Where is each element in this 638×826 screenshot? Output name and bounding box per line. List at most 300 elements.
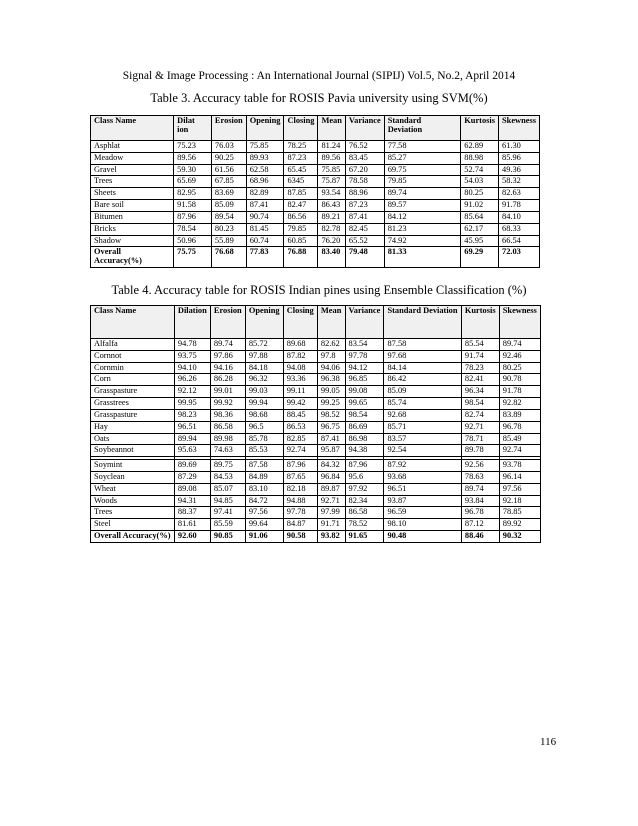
table3-column-header: Closing bbox=[284, 116, 318, 141]
table3-column-header: Class Name bbox=[91, 116, 174, 141]
value-cell: 96.34 bbox=[461, 386, 499, 398]
value-cell: 89.69 bbox=[174, 460, 210, 472]
value-cell: 84.18 bbox=[245, 362, 283, 374]
table4-row bbox=[91, 445, 541, 457]
value-cell: 81.23 bbox=[384, 223, 461, 235]
class-name-cell: Grasstrees bbox=[91, 398, 175, 410]
value-cell: 96.26 bbox=[174, 374, 210, 386]
class-name-cell: Cornmin bbox=[91, 362, 175, 374]
value-cell: 78.52 bbox=[345, 519, 384, 531]
value-cell: 89.74 bbox=[384, 188, 461, 200]
value-cell: 87.96 bbox=[345, 460, 384, 472]
value-cell: 58.32 bbox=[499, 176, 540, 188]
value-cell: 85.49 bbox=[499, 433, 540, 445]
table4-column-header: Closing bbox=[283, 306, 317, 339]
value-cell: 84.87 bbox=[283, 519, 317, 531]
value-cell: 94.31 bbox=[174, 495, 210, 507]
value-cell: 81.61 bbox=[174, 519, 210, 531]
table4-row bbox=[91, 362, 541, 374]
table4-body bbox=[91, 339, 541, 543]
value-cell: 91.71 bbox=[317, 519, 345, 531]
class-name-cell: Bitumen bbox=[91, 211, 174, 223]
value-cell: 80.23 bbox=[211, 223, 246, 235]
value-cell: 94.12 bbox=[345, 362, 384, 374]
value-cell: 83.45 bbox=[345, 152, 384, 164]
table4-column-header: Variance bbox=[345, 306, 384, 339]
value-cell: 85.71 bbox=[384, 421, 461, 433]
value-cell: 91.78 bbox=[499, 386, 540, 398]
value-cell: 69.75 bbox=[384, 164, 461, 176]
value-cell: 97.78 bbox=[345, 350, 384, 362]
value-cell: 49.36 bbox=[499, 164, 540, 176]
value-cell: 78.63 bbox=[461, 471, 499, 483]
class-name-cell: Meadow bbox=[91, 152, 174, 164]
value-cell: 84.53 bbox=[210, 471, 245, 483]
table4-column-header: Standard Deviation bbox=[384, 306, 461, 339]
value-cell: 93.36 bbox=[283, 374, 317, 386]
value-cell: 76.03 bbox=[211, 141, 246, 153]
value-cell: 82.34 bbox=[345, 495, 384, 507]
class-name-cell: Grasspasture bbox=[91, 409, 175, 421]
value-cell: 92.74 bbox=[283, 445, 317, 457]
value-cell: 83.69 bbox=[211, 188, 246, 200]
value-cell: 79.85 bbox=[384, 176, 461, 188]
value-cell: 54.03 bbox=[461, 176, 499, 188]
table3-row bbox=[91, 211, 540, 223]
value-cell: 92.68 bbox=[384, 409, 461, 421]
value-cell: 87.23 bbox=[345, 200, 384, 212]
value-cell: 99.42 bbox=[283, 398, 317, 410]
value-cell: 89.08 bbox=[174, 483, 210, 495]
value-cell: 91.06 bbox=[245, 531, 283, 543]
table3-column-header: Mean bbox=[318, 116, 345, 141]
value-cell: 99.64 bbox=[245, 519, 283, 531]
value-cell: 85.59 bbox=[210, 519, 245, 531]
class-name-cell: Wheat bbox=[91, 483, 175, 495]
table3-row bbox=[91, 176, 540, 188]
table3-header-row bbox=[91, 116, 540, 141]
value-cell: 75.85 bbox=[318, 164, 345, 176]
value-cell: 86.58 bbox=[345, 507, 384, 519]
value-cell: 99.05 bbox=[317, 386, 345, 398]
class-name-cell: Bricks bbox=[91, 223, 174, 235]
value-cell: 92.18 bbox=[499, 495, 540, 507]
value-cell: 89.21 bbox=[318, 211, 345, 223]
table4-caption: Table 4. Accuracy table for ROSIS Indian pines using Ensemble Classification (%) bbox=[111, 283, 527, 297]
value-cell: 91.74 bbox=[461, 350, 499, 362]
value-cell: 74.63 bbox=[210, 445, 245, 457]
value-cell: 97.41 bbox=[210, 507, 245, 519]
value-cell: 91.02 bbox=[461, 200, 499, 212]
value-cell: 88.46 bbox=[461, 531, 499, 543]
value-cell: 87.29 bbox=[174, 471, 210, 483]
class-name-cell: Overall Accuracy(%) bbox=[91, 531, 175, 543]
value-cell: 52.74 bbox=[461, 164, 499, 176]
table3-total-row bbox=[91, 247, 540, 268]
value-cell: 85.53 bbox=[245, 445, 283, 457]
value-cell: 84.14 bbox=[384, 362, 461, 374]
value-cell: 89.93 bbox=[246, 152, 284, 164]
value-cell: 87.41 bbox=[345, 211, 384, 223]
value-cell: 83.40 bbox=[318, 247, 345, 268]
value-cell: 86.43 bbox=[318, 200, 345, 212]
value-cell: 93.54 bbox=[318, 188, 345, 200]
value-cell: 99.92 bbox=[210, 398, 245, 410]
table3-row bbox=[91, 235, 540, 247]
class-name-cell: Cornnot bbox=[91, 350, 175, 362]
table4-column-header: Class Name bbox=[91, 306, 175, 339]
table3-row bbox=[91, 223, 540, 235]
value-cell: 82.85 bbox=[283, 433, 317, 445]
value-cell: 92.46 bbox=[499, 350, 540, 362]
class-name-cell: Asphlat bbox=[91, 141, 174, 153]
class-name-cell: Trees bbox=[91, 176, 174, 188]
value-cell: 96.38 bbox=[317, 374, 345, 386]
table3-column-header: Erosion bbox=[211, 116, 246, 141]
table4-row bbox=[91, 483, 541, 495]
value-cell: 93.75 bbox=[174, 350, 210, 362]
value-cell: 97.56 bbox=[245, 507, 283, 519]
table4-column-header: Opening bbox=[245, 306, 283, 339]
value-cell: 96.51 bbox=[384, 483, 461, 495]
value-cell: 60.74 bbox=[246, 235, 284, 247]
value-cell: 95.63 bbox=[174, 445, 210, 457]
value-cell: 99.94 bbox=[245, 398, 283, 410]
value-cell: 91.78 bbox=[499, 200, 540, 212]
page-number: 116 bbox=[540, 736, 557, 748]
value-cell: 65.45 bbox=[284, 164, 318, 176]
table3-column-header: Standard Deviation bbox=[384, 116, 461, 141]
value-cell: 94.85 bbox=[210, 495, 245, 507]
class-name-cell: Trees bbox=[91, 507, 175, 519]
value-cell: 89.54 bbox=[211, 211, 246, 223]
value-cell: 94.88 bbox=[283, 495, 317, 507]
value-cell: 94.16 bbox=[210, 362, 245, 374]
value-cell: 95.6 bbox=[345, 471, 384, 483]
value-cell: 45.95 bbox=[461, 235, 499, 247]
value-cell: 92.71 bbox=[317, 495, 345, 507]
value-cell: 74.92 bbox=[384, 235, 461, 247]
value-cell: 82.62 bbox=[317, 339, 345, 351]
value-cell: 97.99 bbox=[317, 507, 345, 519]
value-cell: 84.89 bbox=[245, 471, 283, 483]
value-cell: 88.98 bbox=[461, 152, 499, 164]
value-cell: 94.08 bbox=[283, 362, 317, 374]
value-cell: 82.18 bbox=[283, 483, 317, 495]
value-cell: 85.64 bbox=[461, 211, 499, 223]
table3-column-header: Kurtosis bbox=[461, 116, 499, 141]
value-cell: 92.56 bbox=[461, 460, 499, 472]
value-cell: 67.85 bbox=[211, 176, 246, 188]
value-cell: 82.63 bbox=[499, 188, 540, 200]
table3 bbox=[90, 115, 540, 268]
value-cell: 87.65 bbox=[283, 471, 317, 483]
value-cell: 82.78 bbox=[318, 223, 345, 235]
value-cell: 85.74 bbox=[384, 398, 461, 410]
value-cell: 86.98 bbox=[345, 433, 384, 445]
value-cell: 87.41 bbox=[317, 433, 345, 445]
value-cell: 99.03 bbox=[245, 386, 283, 398]
value-cell: 68.96 bbox=[246, 176, 284, 188]
value-cell: 62.89 bbox=[461, 141, 499, 153]
table4-column-header: Erosion bbox=[210, 306, 245, 339]
value-cell: 97.56 bbox=[499, 483, 540, 495]
table4-row bbox=[91, 421, 541, 433]
journal-header: Signal & Image Processing : An International Journal (SIPIJ) Vol.5, No.2, April 2014 bbox=[122, 70, 516, 82]
class-name-cell: Steel bbox=[91, 519, 175, 531]
value-cell: 98.23 bbox=[174, 409, 210, 421]
table3-column-header: Opening bbox=[246, 116, 284, 141]
value-cell: 67.20 bbox=[345, 164, 384, 176]
value-cell: 94.78 bbox=[174, 339, 210, 351]
value-cell: 99.11 bbox=[283, 386, 317, 398]
value-cell: 90.78 bbox=[499, 374, 540, 386]
class-name-cell: Soyclean bbox=[91, 471, 175, 483]
value-cell: 83.10 bbox=[245, 483, 283, 495]
value-cell: 83.54 bbox=[345, 339, 384, 351]
value-cell: 90.48 bbox=[384, 531, 461, 543]
value-cell: 88.37 bbox=[174, 507, 210, 519]
value-cell: 90.74 bbox=[246, 211, 284, 223]
table3-column-header: Variance bbox=[345, 116, 384, 141]
value-cell: 93.84 bbox=[461, 495, 499, 507]
value-cell: 93.87 bbox=[384, 495, 461, 507]
value-cell: 99.65 bbox=[345, 398, 384, 410]
value-cell: 87.23 bbox=[284, 152, 318, 164]
value-cell: 85.96 bbox=[499, 152, 540, 164]
table4-row bbox=[91, 374, 541, 386]
value-cell: 97.78 bbox=[283, 507, 317, 519]
value-cell: 86.42 bbox=[384, 374, 461, 386]
value-cell: 92.12 bbox=[174, 386, 210, 398]
value-cell: 90.32 bbox=[499, 531, 540, 543]
value-cell: 96.75 bbox=[317, 421, 345, 433]
value-cell: 92.54 bbox=[384, 445, 461, 457]
class-name-cell: Corn bbox=[91, 374, 175, 386]
table3-caption: Table 3. Accuracy table for ROSIS Pavia university using SVM(%) bbox=[150, 91, 488, 105]
value-cell: 99.95 bbox=[174, 398, 210, 410]
value-cell: 96.59 bbox=[384, 507, 461, 519]
value-cell: 93.82 bbox=[317, 531, 345, 543]
value-cell: 78.54 bbox=[174, 223, 212, 235]
value-cell: 97.92 bbox=[345, 483, 384, 495]
value-cell: 82.89 bbox=[246, 188, 284, 200]
value-cell: 85.27 bbox=[384, 152, 461, 164]
value-cell: 62.58 bbox=[246, 164, 284, 176]
value-cell: 86.69 bbox=[345, 421, 384, 433]
value-cell: 50.96 bbox=[174, 235, 212, 247]
table4-row bbox=[91, 471, 541, 483]
table4-column-header: Mean bbox=[317, 306, 345, 339]
value-cell: 69.29 bbox=[461, 247, 499, 268]
value-cell: 89.56 bbox=[318, 152, 345, 164]
value-cell: 90.25 bbox=[211, 152, 246, 164]
value-cell: 92.74 bbox=[499, 445, 540, 457]
table4-row bbox=[91, 339, 541, 351]
value-cell: 75.23 bbox=[174, 141, 212, 153]
value-cell: 93.78 bbox=[499, 460, 540, 472]
class-name-cell: Woods bbox=[91, 495, 175, 507]
value-cell: 89.74 bbox=[210, 339, 245, 351]
class-name-cell: Sheets bbox=[91, 188, 174, 200]
value-cell: 79.48 bbox=[345, 247, 384, 268]
value-cell: 97.68 bbox=[384, 350, 461, 362]
value-cell: 98.36 bbox=[210, 409, 245, 421]
value-cell: 80.25 bbox=[499, 362, 540, 374]
table4-row bbox=[91, 350, 541, 362]
value-cell: 84.10 bbox=[499, 211, 540, 223]
value-cell: 87.96 bbox=[283, 460, 317, 472]
value-cell: 93.68 bbox=[384, 471, 461, 483]
value-cell: 89.57 bbox=[384, 200, 461, 212]
value-cell: 86.56 bbox=[284, 211, 318, 223]
value-cell: 89.56 bbox=[174, 152, 212, 164]
value-cell: 96.51 bbox=[174, 421, 210, 433]
value-cell: 66.54 bbox=[499, 235, 540, 247]
value-cell: 97.8 bbox=[317, 350, 345, 362]
table4-row bbox=[91, 409, 541, 421]
table4-total-row bbox=[91, 531, 541, 543]
value-cell: 79.85 bbox=[284, 223, 318, 235]
value-cell: 87.12 bbox=[461, 519, 499, 531]
value-cell: 76.88 bbox=[284, 247, 318, 268]
value-cell: 89.94 bbox=[174, 433, 210, 445]
value-cell: 75.85 bbox=[246, 141, 284, 153]
value-cell: 92.60 bbox=[174, 531, 210, 543]
value-cell: 89.74 bbox=[461, 483, 499, 495]
value-cell: 82.47 bbox=[284, 200, 318, 212]
value-cell: 94.38 bbox=[345, 445, 384, 457]
value-cell: 87.58 bbox=[384, 339, 461, 351]
value-cell: 98.68 bbox=[245, 409, 283, 421]
value-cell: 96.5 bbox=[245, 421, 283, 433]
class-name-cell: Soymint bbox=[91, 460, 175, 472]
value-cell: 77.58 bbox=[384, 141, 461, 153]
value-cell: 89.78 bbox=[461, 445, 499, 457]
value-cell: 6345 bbox=[284, 176, 318, 188]
value-cell: 85.07 bbox=[210, 483, 245, 495]
table4-row bbox=[91, 495, 541, 507]
value-cell: 84.72 bbox=[245, 495, 283, 507]
value-cell: 89.92 bbox=[499, 519, 540, 531]
table3-body bbox=[91, 141, 540, 268]
class-name-cell: Bare soil bbox=[91, 200, 174, 212]
value-cell: 78.25 bbox=[284, 141, 318, 153]
value-cell: 68.33 bbox=[499, 223, 540, 235]
value-cell: 78.71 bbox=[461, 433, 499, 445]
class-name-cell: Soybeannot bbox=[91, 445, 175, 457]
value-cell: 98.54 bbox=[461, 398, 499, 410]
value-cell: 87.96 bbox=[174, 211, 212, 223]
value-cell: 76.52 bbox=[345, 141, 384, 153]
value-cell: 98.10 bbox=[384, 519, 461, 531]
value-cell: 92.71 bbox=[461, 421, 499, 433]
value-cell: 97.88 bbox=[245, 350, 283, 362]
value-cell: 78.23 bbox=[461, 362, 499, 374]
value-cell: 85.54 bbox=[461, 339, 499, 351]
value-cell: 80.25 bbox=[461, 188, 499, 200]
value-cell: 99.08 bbox=[345, 386, 384, 398]
value-cell: 87.85 bbox=[284, 188, 318, 200]
value-cell: 82.74 bbox=[461, 409, 499, 421]
value-cell: 98.52 bbox=[317, 409, 345, 421]
value-cell: 55.89 bbox=[211, 235, 246, 247]
value-cell: 89.68 bbox=[283, 339, 317, 351]
value-cell: 96.84 bbox=[317, 471, 345, 483]
value-cell: 83.89 bbox=[499, 409, 540, 421]
value-cell: 83.57 bbox=[384, 433, 461, 445]
table4-row bbox=[91, 386, 541, 398]
value-cell: 92.82 bbox=[499, 398, 540, 410]
class-name-cell: Grasspasture bbox=[91, 386, 175, 398]
value-cell: 90.58 bbox=[283, 531, 317, 543]
value-cell: 78.85 bbox=[499, 507, 540, 519]
value-cell: 77.83 bbox=[246, 247, 284, 268]
value-cell: 85.78 bbox=[245, 433, 283, 445]
value-cell: 99.01 bbox=[210, 386, 245, 398]
value-cell: 82.41 bbox=[461, 374, 499, 386]
value-cell: 96.78 bbox=[499, 421, 540, 433]
table4-column-header: Kurtosis bbox=[461, 306, 499, 339]
value-cell: 96.32 bbox=[245, 374, 283, 386]
class-name-cell: Oats bbox=[91, 433, 175, 445]
table4-row bbox=[91, 433, 541, 445]
value-cell: 84.32 bbox=[317, 460, 345, 472]
value-cell: 87.82 bbox=[283, 350, 317, 362]
value-cell: 89.87 bbox=[317, 483, 345, 495]
value-cell: 61.30 bbox=[499, 141, 540, 153]
value-cell: 82.45 bbox=[345, 223, 384, 235]
value-cell: 72.03 bbox=[499, 247, 540, 268]
value-cell: 81.45 bbox=[246, 223, 284, 235]
value-cell: 60.85 bbox=[284, 235, 318, 247]
value-cell: 61.56 bbox=[211, 164, 246, 176]
value-cell: 99.25 bbox=[317, 398, 345, 410]
value-cell: 94.10 bbox=[174, 362, 210, 374]
value-cell: 81.33 bbox=[384, 247, 461, 268]
value-cell: 65.52 bbox=[345, 235, 384, 247]
value-cell: 76.68 bbox=[211, 247, 246, 268]
table3-row bbox=[91, 164, 540, 176]
value-cell: 87.58 bbox=[245, 460, 283, 472]
value-cell: 97.86 bbox=[210, 350, 245, 362]
value-cell: 94.06 bbox=[317, 362, 345, 374]
value-cell: 75.87 bbox=[318, 176, 345, 188]
value-cell: 90.85 bbox=[210, 531, 245, 543]
value-cell: 89.98 bbox=[210, 433, 245, 445]
value-cell: 86.58 bbox=[210, 421, 245, 433]
value-cell: 65.69 bbox=[174, 176, 212, 188]
value-cell: 91.65 bbox=[345, 531, 384, 543]
value-cell: 96.85 bbox=[345, 374, 384, 386]
table4-row bbox=[91, 398, 541, 410]
value-cell: 59.30 bbox=[174, 164, 212, 176]
value-cell: 81.24 bbox=[318, 141, 345, 153]
value-cell: 84.12 bbox=[384, 211, 461, 223]
class-name-cell: Overall Accuracy(%) bbox=[91, 247, 174, 268]
table3-row bbox=[91, 141, 540, 153]
class-name-cell: Shadow bbox=[91, 235, 174, 247]
class-name-cell: Hay bbox=[91, 421, 175, 433]
value-cell: 98.54 bbox=[345, 409, 384, 421]
table4-column-header: Dilation bbox=[174, 306, 210, 339]
value-cell: 85.72 bbox=[245, 339, 283, 351]
table4-row bbox=[91, 507, 541, 519]
table3-row bbox=[91, 200, 540, 212]
value-cell: 96.78 bbox=[461, 507, 499, 519]
value-cell: 91.58 bbox=[174, 200, 212, 212]
value-cell: 85.09 bbox=[211, 200, 246, 212]
